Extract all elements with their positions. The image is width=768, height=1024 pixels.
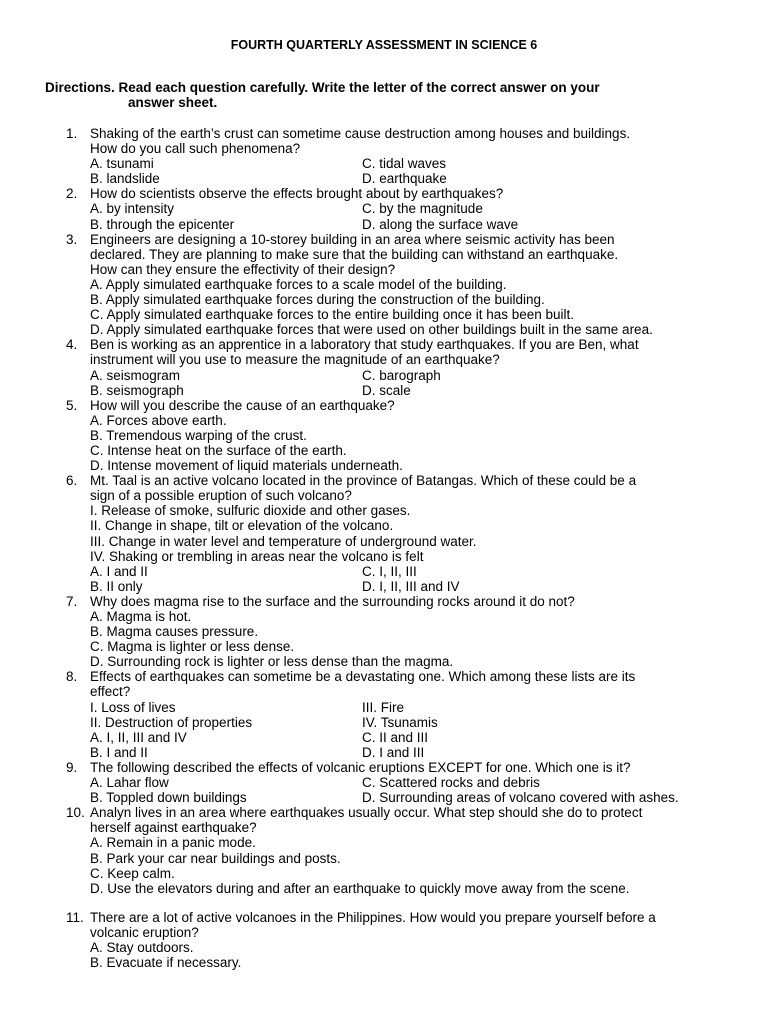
- question-number: 1.: [66, 126, 78, 141]
- answer-option: C. Scattered rocks and debris: [362, 775, 540, 791]
- question-item: [0, 126, 768, 186]
- directions-line-1: Directions. Read each question carefully. Write the letter of the correct answer on your: [45, 80, 600, 95]
- answer-option: D. earthquake: [362, 171, 447, 187]
- answer-option: III. Change in water level and temperature of underground water.: [90, 533, 477, 549]
- question-stem: How do you call such phenomena?: [90, 141, 301, 157]
- answer-option: A. Remain in a panic mode.: [90, 835, 256, 851]
- directions: [45, 80, 735, 110]
- answer-option: C. by the magnitude: [362, 201, 483, 217]
- answer-option: C. I, II, III: [362, 563, 417, 579]
- spacer: [0, 896, 768, 910]
- question-item: [0, 398, 768, 473]
- question-stem: sign of a possible eruption of such volcano?: [90, 488, 352, 504]
- answer-option: D. Intense movement of liquid materials underneath.: [90, 458, 403, 474]
- answer-option: B. Park your car near buildings and posts.: [90, 850, 341, 866]
- answer-option: D. I, II, III and IV: [362, 578, 460, 594]
- answer-option: IV. Tsunamis: [362, 714, 438, 730]
- question-number: 9.: [66, 759, 78, 775]
- answer-row: [0, 217, 768, 232]
- answer-option: B. I and II: [90, 744, 148, 760]
- answer-option: C. Magma is lighter or less dense.: [90, 639, 295, 655]
- answer-option: B. Evacuate if necessary.: [90, 955, 242, 971]
- question-stem: How will you describe the cause of an earthquake?: [90, 397, 395, 413]
- answer-option: A. Lahar flow: [90, 775, 169, 791]
- question-list: [0, 126, 768, 970]
- question-item: [0, 669, 768, 760]
- answer-option: C. Keep calm.: [90, 865, 175, 881]
- answer-row: [0, 368, 768, 383]
- answer-option: B. through the epicenter: [90, 216, 235, 232]
- question-number: 3.: [66, 231, 78, 247]
- question-item: [0, 232, 768, 338]
- question-item: [0, 760, 768, 805]
- answer-row: [0, 700, 768, 715]
- question-item: [0, 337, 768, 397]
- question-stem: The following described the effects of volcanic eruptions EXCEPT for one. Which one is it?: [90, 759, 631, 775]
- answer-row: [0, 156, 768, 171]
- answer-option: A. tsunami: [90, 156, 154, 172]
- answer-option: D. along the surface wave: [362, 216, 519, 232]
- question-stem: volcanic eruption?: [90, 924, 199, 940]
- answer-row: [0, 579, 768, 594]
- answer-option: D. Surrounding areas of volcano covered with ashes.: [362, 790, 679, 806]
- answer-option: D. scale: [362, 382, 411, 398]
- answer-option: B. Apply simulated earthquake forces during the construction of the building.: [90, 292, 545, 308]
- answer-option: A. seismogram: [90, 367, 181, 383]
- answer-option: C. barograph: [362, 367, 441, 383]
- page-title: FOURTH QUARTERLY ASSESSMENT IN SCIENCE 6: [230, 38, 538, 52]
- question-item: [0, 910, 768, 970]
- answer-option: B. II only: [90, 578, 143, 594]
- answer-option: D. Surrounding rock is lighter or less dense than the magma.: [90, 654, 454, 670]
- answer-row: [0, 564, 768, 579]
- answer-option: C. Apply simulated earthquake forces to the entire building once it has been built.: [90, 307, 575, 323]
- question-number: 5.: [66, 397, 78, 413]
- answer-row: [0, 730, 768, 745]
- answer-row: [0, 201, 768, 216]
- answer-option: III. Fire: [362, 699, 405, 715]
- answer-option: B. seismograph: [90, 382, 184, 398]
- question-item: [0, 805, 768, 896]
- answer-option: IV. Shaking or trembling in areas near the volcano is felt: [90, 548, 424, 564]
- answer-option: II. Destruction of properties: [90, 714, 253, 730]
- answer-option: A. I and II: [90, 563, 148, 579]
- answer-option: I. Release of smoke, sulfuric dioxide and other gases.: [90, 503, 411, 519]
- question-stem: instrument will you use to measure the magnitude of an earthquake?: [90, 352, 500, 368]
- question-item: [0, 473, 768, 594]
- question-stem: effect?: [90, 684, 131, 700]
- answer-option: C. Intense heat on the surface of the earth.: [90, 442, 347, 458]
- answer-row: [0, 171, 768, 186]
- question-stem: declared. They are planning to make sure that the building can withstand an earthquake.: [90, 246, 619, 262]
- question-number: 2.: [66, 186, 78, 202]
- answer-option: A. Magma is hot.: [90, 609, 192, 624]
- question-stem: Engineers are designing a 10-storey building in an area where seismic activity has been: [90, 231, 615, 247]
- question-item: [0, 186, 768, 231]
- directions-line-2: answer sheet.: [128, 95, 218, 110]
- question-stem: Ben is working as an apprentice in a laboratory that study earthquakes. If you are Ben, what: [90, 337, 639, 353]
- answer-option: A. I, II, III and IV: [90, 729, 187, 745]
- answer-row: [0, 775, 768, 790]
- answer-option: B. landslide: [90, 171, 160, 187]
- question-number: 10.: [66, 805, 85, 821]
- answer-option: II. Change in shape, tilt or elevation of the volcano.: [90, 518, 394, 534]
- question-number: 8.: [66, 669, 78, 685]
- answer-option: C. tidal waves: [362, 156, 447, 172]
- question-number: 4.: [66, 337, 78, 353]
- question-stem: There are a lot of active volcanoes in the Philippines. How would you prepare yourself before a: [90, 909, 656, 925]
- answer-option: D. Use the elevators during and after an earthquake to quickly move away from the scene.: [90, 880, 630, 896]
- answer-option: D. I and III: [362, 744, 425, 760]
- answer-option: B. Toppled down buildings: [90, 790, 247, 806]
- answer-option: B. Magma causes pressure.: [90, 624, 259, 640]
- answer-option: A. Apply simulated earthquake forces to a scale model of the building.: [90, 276, 507, 292]
- question-stem: How do scientists observe the effects brought about by earthquakes?: [90, 186, 504, 202]
- answer-option: I. Loss of lives: [90, 699, 176, 715]
- answer-option: A. Stay outdoors.: [90, 939, 194, 955]
- question-stem: herself against earthquake?: [90, 820, 257, 836]
- answer-row: [0, 745, 768, 760]
- question-number: 11.: [66, 909, 84, 925]
- question-stem: Shaking of the earth’s crust can sometime cause destruction among houses and buildings.: [90, 126, 631, 141]
- answer-option: B. Tremendous warping of the crust.: [90, 427, 307, 443]
- question-stem: Effects of earthquakes can sometime be a devastating one. Which among these lists are its: [90, 669, 636, 685]
- answer-option: D. Apply simulated earthquake forces that were used on other buildings built in the same area.: [90, 322, 653, 338]
- answer-option: A. Forces above earth.: [90, 412, 227, 428]
- answer-option: C. II and III: [362, 729, 429, 745]
- question-stem: Analyn lives in an area where earthquakes usually occur. What step should she do to protect: [90, 805, 643, 821]
- answer-row: [0, 790, 768, 805]
- question-number: 6.: [66, 473, 78, 489]
- question-stem: How can they ensure the effectivity of their design?: [90, 261, 396, 277]
- answer-option: A. by intensity: [90, 201, 175, 217]
- answer-row: [0, 715, 768, 730]
- question-number: 7.: [66, 593, 78, 609]
- answer-row: [0, 383, 768, 398]
- question-stem: Why does magma rise to the surface and the surrounding rocks around it do not?: [90, 593, 575, 609]
- question-item: [0, 594, 768, 669]
- question-stem: Mt. Taal is an active volcano located in the province of Batangas. Which of these could be a: [90, 473, 637, 489]
